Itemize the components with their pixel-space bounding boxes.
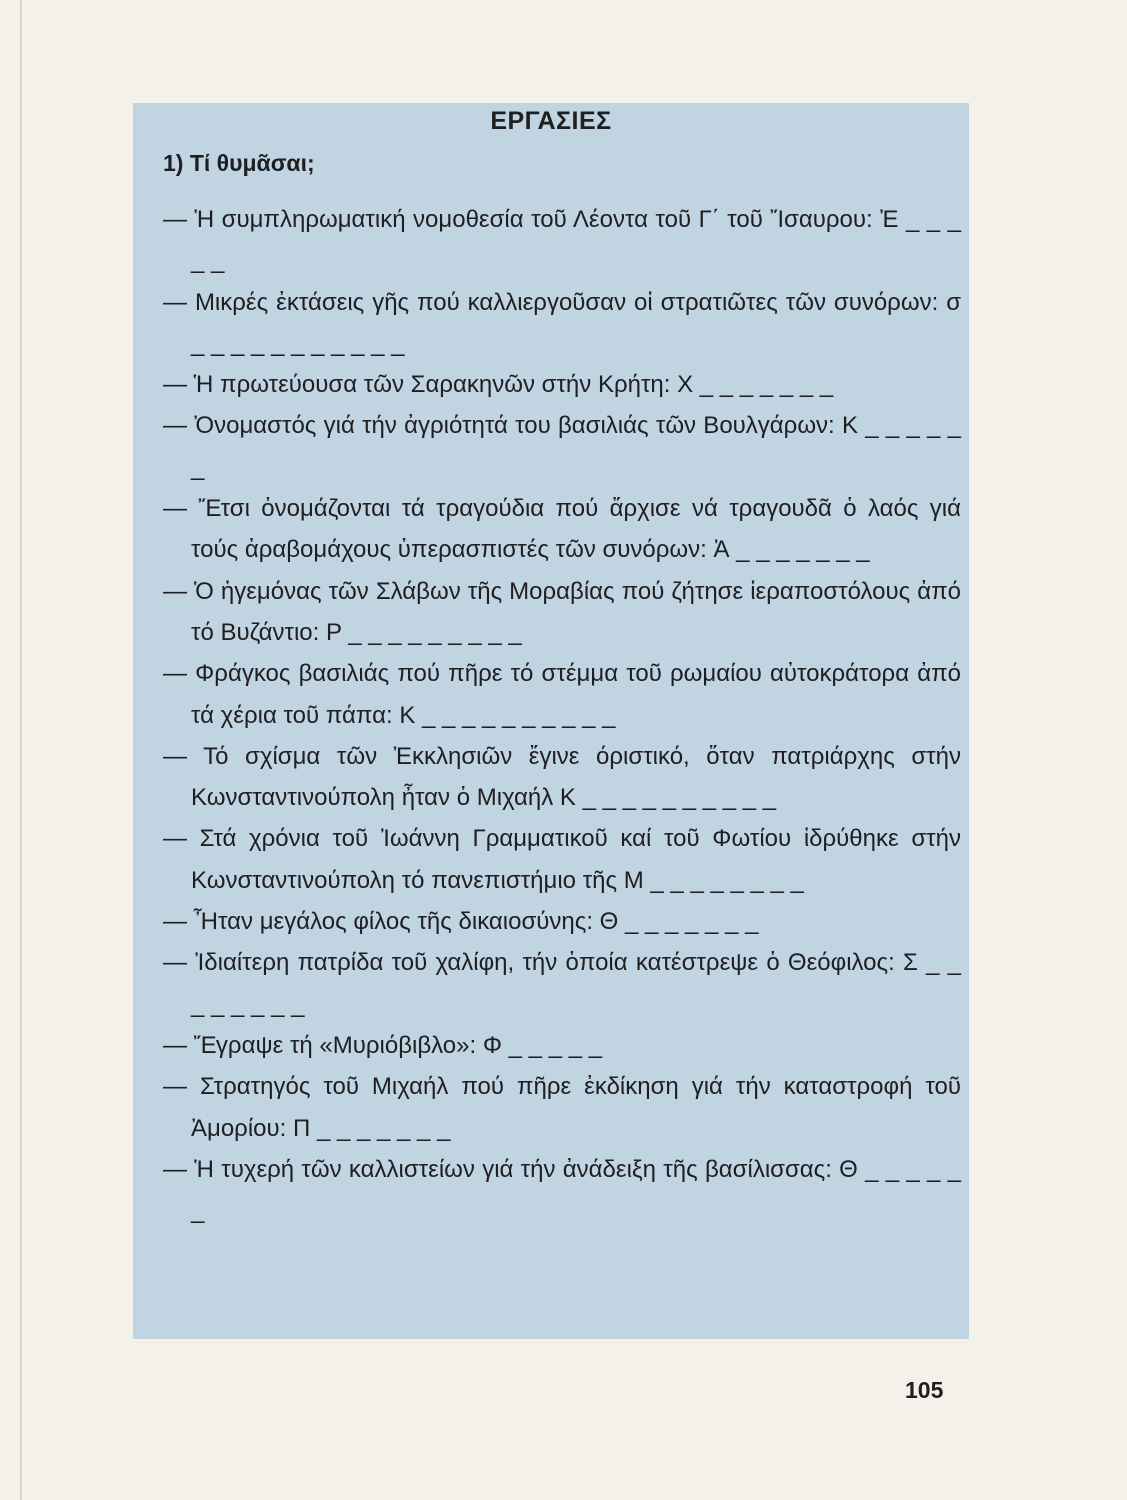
exercise-item: — Ἡ πρωτεύουσα τῶν Σαρακηνῶν στήν Κρήτη: Χ _ _ _ _ _ _ _ bbox=[163, 371, 834, 399]
exercise-item: — Ἔτσι ὀνομάζονται τά τραγούδια πού ἄρχισε νά τραγουδᾶ ὁ λαός γιά τούς ἀραβομάχους ὑπερασπιστές τῶν συνόρων: Ἀ _ _ _ _ _ _ _ bbox=[163, 495, 961, 564]
page-number: 105 bbox=[905, 1377, 944, 1403]
exercise-panel bbox=[133, 103, 969, 1339]
exercise-item: — Ἔγραψε τή «Μυριόβιβλο»: Φ _ _ _ _ _ bbox=[163, 1031, 603, 1059]
exercise-item: — Ὀνομαστός γιά τήν ἀγριότητά του βασιλιάς τῶν Βουλγάρων: Κ _ _ _ _ _ _ bbox=[163, 412, 961, 481]
exercise-item: — Φράγκος βασιλιάς πού πῆρε τό στέμμα τοῦ ρωμαίου αὐτοκράτορα ἀπό τά χέρια τοῦ πάπα: Κ _ _ _ _ _ _ _ _ _ _ bbox=[163, 660, 961, 729]
question-subheading: 1) Τί θυμᾶσαι; bbox=[163, 150, 315, 176]
exercise-item: — Ἰδιαίτερη πατρίδα τοῦ χαλίφη, τήν ὁποία κατέστρεψε ὁ Θεόφιλος: Σ _ _ _ _ _ _ _ _ bbox=[163, 949, 961, 1018]
exercise-item: — Μικρές ἐκτάσεις γῆς πού καλλιεργοῦσαν οἱ στρατιῶτες τῶν συνόρων: σ _ _ _ _ _ _ _ _ _ _ _ bbox=[163, 288, 961, 357]
exercise-item: — Ἡ συμπληρωματική νομοθεσία τοῦ Λέοντα τοῦ Γ΄ τοῦ Ἴσαυρου: Ἐ _ _ _ _ _ bbox=[163, 206, 961, 275]
exercise-list bbox=[163, 199, 961, 1231]
exercise-item: — Στά χρόνια τοῦ Ἰωάννη Γραμματικοῦ καί τοῦ Φωτίου ἱδρύθηκε στήν Κωνσταντινούπολη τό πανεπιστήμιο τῆς Μ _ _ _ _ _ _ _ _ bbox=[163, 825, 961, 894]
exercise-item: — Ἦταν μεγάλος φίλος τῆς δικαιοσύνης: Θ _ _ _ _ _ _ _ bbox=[163, 908, 759, 936]
exercise-item: — Τό σχίσμα τῶν Ἐκκλησιῶν ἔγινε όριστικό, ὅταν πατριάρχης στήν Κωνσταντινούπολη ἦταν ὁ Μιχαήλ Κ _ _ _ _ _ _ _ _ _ _ bbox=[163, 742, 961, 812]
page-edge-line bbox=[20, 0, 22, 1500]
exercise-item: — Στρατηγός τοῦ Μιχαήλ πού πῆρε ἐκδίκηση γιά τήν καταστροφή τοῦ Ἀμορίου: Π _ _ _ _ _ _ _ bbox=[163, 1073, 961, 1142]
exercises-heading: ΕΡΓΑΣΙΕΣ bbox=[490, 107, 612, 135]
exercise-item: — Ὁ ἡγεμόνας τῶν Σλάβων τῆς Μοραβίας πού ζήτησε ἱεραποστόλους ἀπό τό Βυζάντιο: Ρ _ _ _ _ _ _ _ _ _ bbox=[163, 577, 961, 646]
exercise-item: — Ἡ τυχερή τῶν καλλιστείων γιά τήν ἀνάδειξη τῆς βασίλισσας: Θ _ _ _ _ _ _ bbox=[163, 1155, 961, 1225]
